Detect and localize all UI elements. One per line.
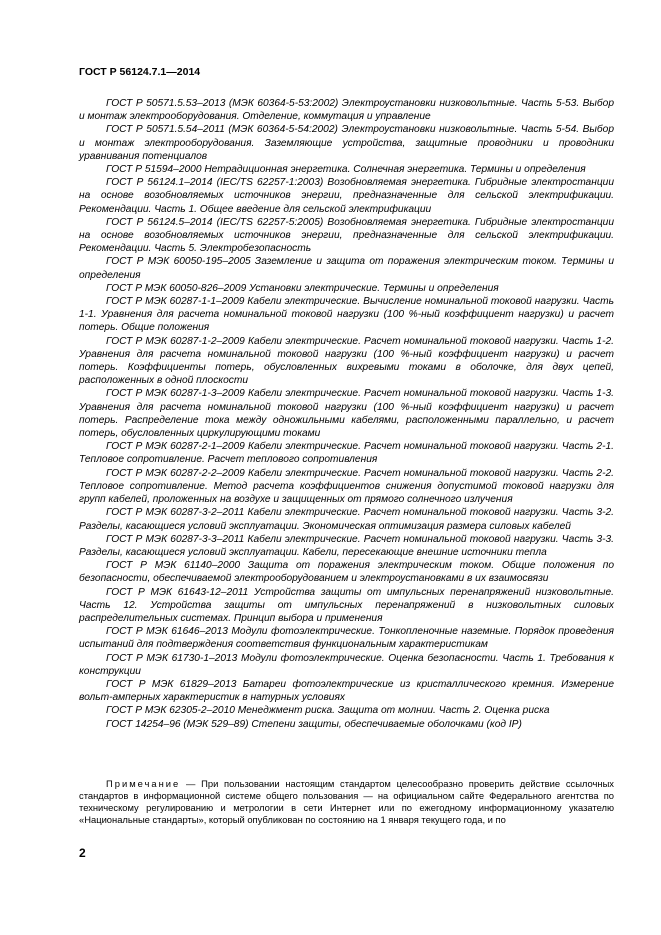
document-header: ГОСТ Р 56124.7.1—2014 — [79, 66, 201, 78]
reference-item: ГОСТ Р МЭК 60287-3-2–2011 Кабели электрические. Расчет номинальной токовой нагрузки. Часть 3-2. Разделы, касающиеся условий эксплуатации. Экономическая оптимизация размера силовых кабелей — [79, 507, 614, 532]
reference-item: ГОСТ Р 50571.5.53–2013 (МЭК 60364-5-53:2002) Электроустановки низковольтные. Часть 5-53. Выбор и монтаж электрооборудования. Отделение, коммутация и управление — [79, 98, 614, 123]
reference-item: ГОСТ Р МЭК 60287-1-3–2009 Кабели электрические. Расчет номинальной токовой нагрузки. Часть 1-3. Уравнения для расчета номинальной токовой нагрузки (100 %-ный коэффициент нагрузки) и расчет потерь. Распределение тока между одножильными кабелями, расположенными параллельно, и расчет потерь, обусловленных циркулирующими токами — [79, 388, 614, 440]
reference-item: ГОСТ Р МЭК 61730-1–2013 Модули фотоэлектрические. Оценка безопасности. Часть 1. Требования к конструкции — [79, 652, 614, 677]
reference-item: ГОСТ Р МЭК 61643-12–2011 Устройства защиты от импульсных перенапряжений низковольтные. Часть 12. Устройства защиты от импульсных перенапряжений в низковольтных силовых распределительных системах. Принцип выбора и применения — [79, 586, 614, 624]
reference-item: ГОСТ Р МЭК 60287-1-2–2009 Кабели электрические. Расчет номинальной токовой нагрузки. Часть 1-2. Уравнения для расчета номинальной токовой нагрузки (100 %-ный коэффициент нагрузки) и расчет потерь. Коэффициенты потерь, обусловленных вихревыми токами в оболочке, для двух цепей, расположенных в одной плоскости — [79, 335, 614, 387]
reference-item: ГОСТ Р МЭК 61829–2013 Батареи фотоэлектрические из кристаллического кремния. Измерение вольт-амперных характеристик в натурных условиях — [79, 678, 614, 704]
reference-item: ГОСТ 14254–96 (МЭК 529–89) Степени защиты, обеспечиваемые оболочками (код IP) — [106, 718, 522, 730]
reference-item: ГОСТ Р МЭК 60287-2-1–2009 Кабели электрические. Расчет номинальной токовой нагрузки. Часть 2-1. Тепловое сопротивление. Расчет теплового сопротивления — [79, 441, 614, 466]
note-label: Примечание — [106, 778, 181, 789]
reference-item: ГОСТ Р МЭК 60050-195–2005 Заземление и защита от поражения электрическим током. Термины и определения — [79, 256, 614, 281]
page-number: 2 — [79, 846, 86, 860]
note-text: — При пользовании настоящим стандартом целесообразно проверить действие ссылочных стандартов в информационной системе общего пользования — на официальном сайте Федерального агентства по техническому регулированию и метрологии в сети Интернет или по ежегодному информационному указателю «Национальные стандарты», который опубликован по состоянию на 1 января текущего года, и по — [79, 778, 614, 825]
reference-item: ГОСТ Р МЭК 60287-3-3–2011 Кабели электрические. Расчет номинальной токовой нагрузки. Часть 3-3. Разделы, касающиеся условий эксплуатации. Кабели, пересекающие внешние источники тепла — [79, 533, 614, 558]
reference-item: ГОСТ Р МЭК 60287-1-1–2009 Кабели электрические. Вычисление номинальной токовой нагрузки. Часть 1-1. Уравнения для расчета номинальной токовой нагрузки (100 %-ный коэффициент нагрузки) и расчет потерь. Общие положения — [79, 296, 614, 334]
reference-item: ГОСТ Р МЭК 60050-826–2009 Установки электрические. Термины и определения — [106, 282, 499, 294]
reference-item: ГОСТ Р МЭК 60287-2-2–2009 Кабели электрические. Расчет номинальной токовой нагрузки. Часть 2-2. Тепловое сопротивление. Метод расчета коэффициентов снижения допустимой токовой нагрузки для групп кабелей, проложенных на воздухе и защищенных от прямого солнечного излучения — [79, 467, 614, 506]
reference-item: ГОСТ Р МЭК 61140–2000 Защита от поражения электрическим током. Общие положения по безопасности, обеспечиваемой электрооборудованием и электроустановками в их взаимосвязи — [79, 560, 614, 585]
reference-item: ГОСТ Р 51594–2000 Нетрадиционная энергетика. Солнечная энергетика. Термины и определения — [106, 164, 586, 176]
reference-item: ГОСТ Р МЭК 62305-2–2010 Менеджмент риска. Защита от молнии. Часть 2. Оценка риска — [106, 705, 550, 717]
note-paragraph — [79, 778, 614, 826]
reference-item: ГОСТ Р 56124.1–2014 (IEC/TS 62257-1:2003) Возобновляемая энергетика. Гибридные электростанции на основе возобновляемых источников энергии, предназначенные для сельской электрификации. Рекомендации. Часть 1. Общее введение для сельской электрификации — [79, 177, 614, 215]
reference-item: ГОСТ Р 50571.5.54–2011 (МЭК 60364-5-54:2002) Электроустановки низковольтные. Часть 5-54. Выбор и монтаж электрооборудования. Заземляющие устройства, защитные проводники и проводники уравнивания потенциалов — [79, 124, 614, 162]
reference-item: ГОСТ Р 56124.5–2014 (IEC/TS 62257-5:2005) Возобновляемая энергетика. Гибридные электростанции на основе возобновляемых источников энергии, предназначенные для сельской электрификации. Рекомендации. Часть 5. Электробезопасность — [79, 216, 614, 255]
normative-references-list — [79, 97, 614, 731]
reference-item: ГОСТ Р МЭК 61646–2013 Модули фотоэлектрические. Тонкопленочные наземные. Порядок проведения испытаний для подтверждения соответствия функциональным характеристикам — [79, 626, 614, 651]
